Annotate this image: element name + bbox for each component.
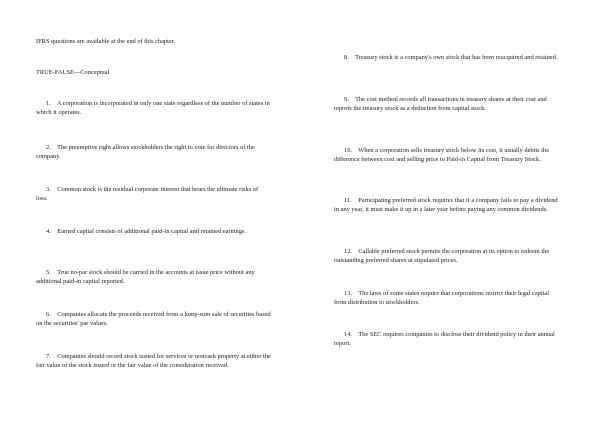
question-item-8 bbox=[334, 53, 559, 62]
question-number: 5. bbox=[46, 269, 51, 276]
question-text: True no-par stock should be carried in the accounts at issue price without any additional paid-in capital reported. bbox=[36, 269, 255, 286]
question-number: 7. bbox=[46, 353, 51, 360]
question-item-13 bbox=[334, 289, 559, 307]
question-text: The SEC requires companies to disclose their dividend policy in their annual report. bbox=[334, 331, 555, 348]
question-number: 10. bbox=[344, 147, 352, 154]
question-text: Earned capital consists of additional paid-in capital and retained earnings. bbox=[57, 228, 246, 235]
question-text: The preemptive right allows stockholders the right to vote for directors of the company. bbox=[36, 144, 255, 161]
question-text: Treasury stock is a company's own stock that has been reacquired and retained. bbox=[355, 54, 558, 61]
question-item-7 bbox=[36, 352, 271, 370]
question-text: Companies should record stock issued for services or noncash property at either the fair value of the stock issued or the fair value of the consideration received. bbox=[36, 353, 271, 370]
question-number: 3. bbox=[46, 186, 51, 193]
section-title: TRUE-FALSE—Conceptual bbox=[36, 69, 110, 76]
intro-text: IFRS questions are available at the end of this chapter. bbox=[36, 38, 176, 45]
question-text: A corporation is incorporated in only one state regardless of the number of states in which it operates. bbox=[36, 100, 270, 117]
question-text: Participating preferred stock requires that if a company fails to pay a dividend in any year, it must make it up in a later year before paying any common dividends. bbox=[334, 197, 558, 214]
question-item-3 bbox=[36, 185, 271, 203]
question-item-5 bbox=[36, 268, 271, 286]
question-number: 8. bbox=[344, 54, 349, 61]
question-item-4 bbox=[36, 227, 271, 236]
question-item-11 bbox=[334, 196, 559, 214]
question-number: 6. bbox=[46, 311, 51, 318]
question-number: 11. bbox=[344, 197, 352, 204]
question-item-2 bbox=[36, 143, 271, 161]
question-text: Companies allocate the proceeds received from a lump-sum sale of securities based on the securities' par values. bbox=[36, 311, 271, 328]
question-item-6 bbox=[36, 310, 271, 328]
question-text: When a corporation sells treasury stock below its cost, it usually debits the difference between cost and selling price to Paid-in Capital from Treasury Stock. bbox=[334, 147, 550, 164]
question-number: 13. bbox=[344, 290, 352, 297]
question-text: The cost method records all transactions in treasury shares at their cost and reports the treasury stock as a deduction from capital stock. bbox=[334, 96, 547, 113]
question-item-1 bbox=[36, 99, 271, 117]
question-number: 9. bbox=[344, 96, 349, 103]
question-item-12 bbox=[334, 247, 559, 265]
question-number: 1. bbox=[46, 100, 51, 107]
question-number: 4. bbox=[46, 228, 51, 235]
question-item-10 bbox=[334, 146, 559, 164]
question-number: 2. bbox=[46, 144, 51, 151]
question-item-14 bbox=[334, 330, 559, 348]
question-text: Common stock is the residual corporate interest that bears the ultimate risks of loss. bbox=[36, 186, 259, 203]
question-item-9 bbox=[334, 95, 559, 113]
question-text: The laws of some states require that corporations restrict their legal capital from distribution to stockholders. bbox=[334, 290, 550, 307]
question-number: 12. bbox=[344, 248, 352, 255]
question-text: Callable preferred stock permits the corporation at its option to redeem the outstanding preferred shares at stipulated prices. bbox=[334, 248, 550, 265]
question-number: 14. bbox=[344, 331, 352, 338]
